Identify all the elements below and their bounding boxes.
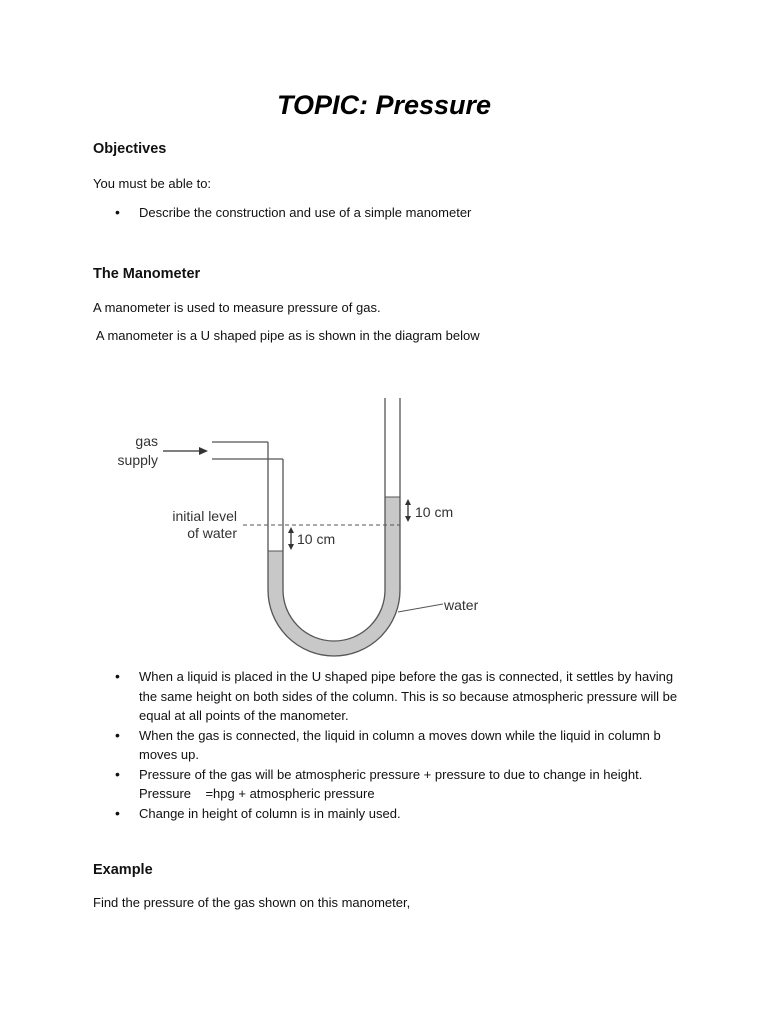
list-item: • When a liquid is placed in the U shaped pipe before the gas is connected, it settles by having the same height on both sides of the column. This is so because atmospheric pressure will be equal at all points of the manometer. <box>93 667 683 726</box>
u-tube-inner <box>283 398 385 641</box>
water-fill <box>268 497 400 656</box>
gas-label: gas <box>135 433 158 449</box>
objectives-heading: Objectives <box>93 141 167 157</box>
water-leader-line <box>398 604 443 612</box>
right-measure-label: 10 cm <box>415 504 454 520</box>
manometer-para-2: A manometer is a U shaped pipe as is shown in the diagram below <box>93 328 480 343</box>
example-heading: Example <box>93 862 153 878</box>
right-measure-head-up <box>405 499 411 505</box>
objectives-intro: You must be able to: <box>93 176 212 191</box>
left-measure-head-up <box>288 527 294 533</box>
manometer-para-1: A manometer is used to measure pressure of gas. <box>93 300 381 315</box>
initial-level-label: initial level <box>172 508 237 524</box>
supply-label: supply <box>117 452 158 468</box>
example-text: Find the pressure of the gas shown on this manometer, <box>93 895 411 910</box>
of-water-label: of water <box>187 525 237 541</box>
manometer-bullets <box>93 667 683 823</box>
manometer-heading: The Manometer <box>93 266 201 282</box>
list-item: • Change in height of column is in mainly used. <box>93 804 683 824</box>
list-item: • Pressure of the gas will be atmospheric pressure + pressure to due to change in height. Pressure =hpg + atmospheric pressure <box>93 765 683 804</box>
list-item: • When the gas is connected, the liquid in column a moves down while the liquid in column b moves up. <box>93 726 683 765</box>
left-measure-head-down <box>288 544 294 550</box>
page-title: TOPIC: Pressure <box>276 90 492 120</box>
water-label: water <box>444 597 479 613</box>
gas-arrow-head <box>199 447 208 455</box>
right-measure-head-down <box>405 516 411 522</box>
list-item: • Describe the construction and use of a simple manometer <box>93 203 683 223</box>
left-measure-label: 10 cm <box>297 531 336 547</box>
